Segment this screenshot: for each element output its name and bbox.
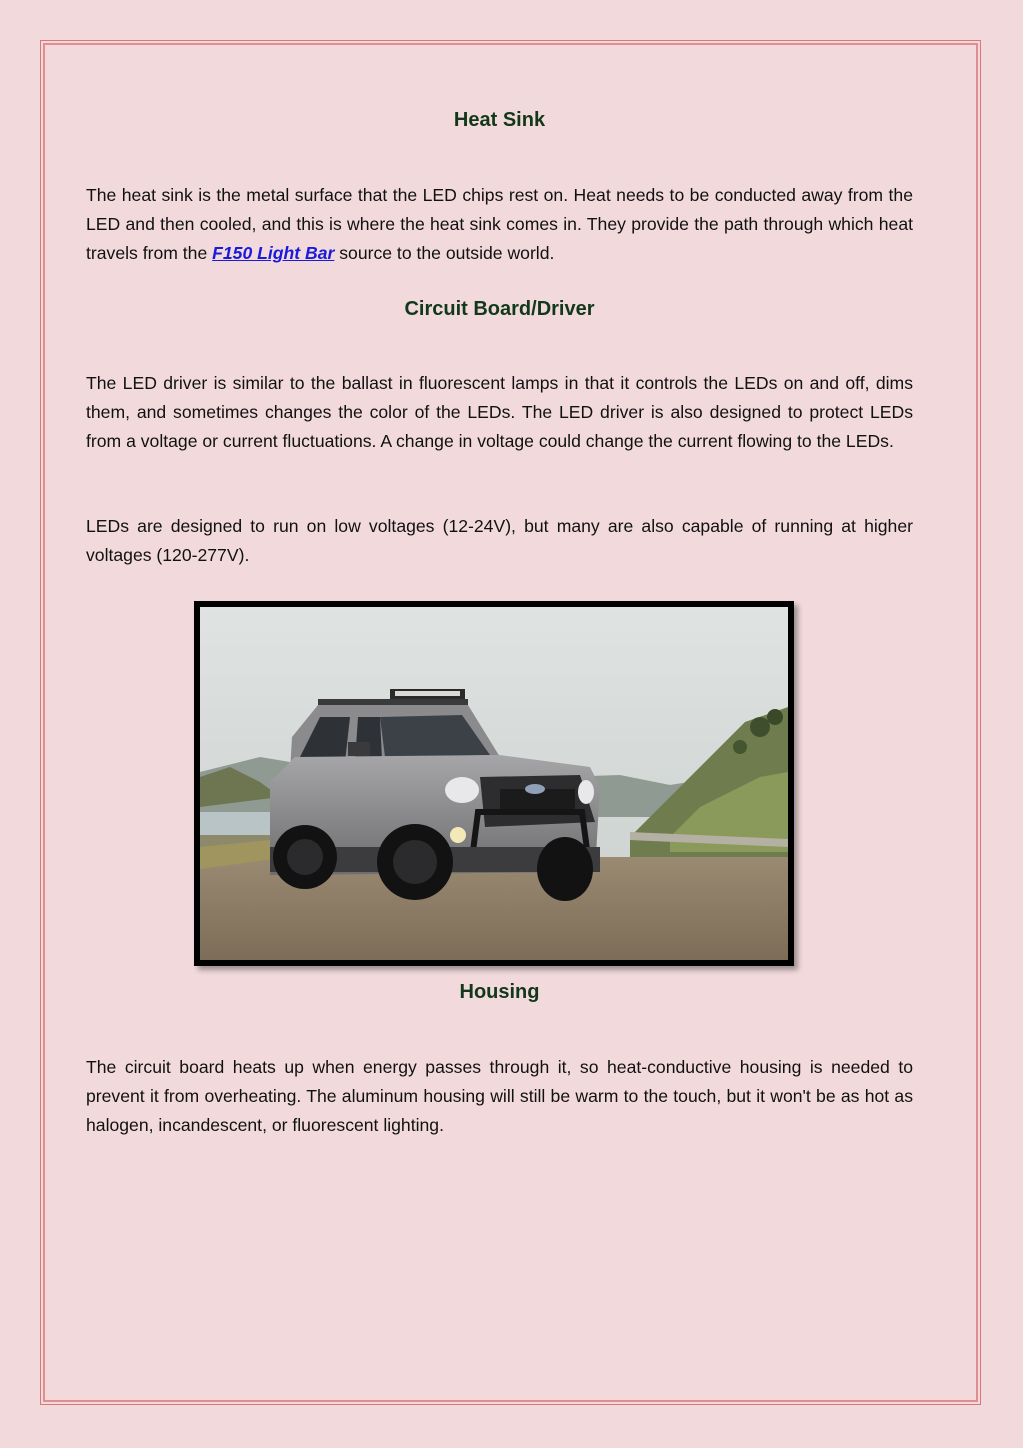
- housing-heading: Housing: [459, 981, 540, 1003]
- heat-sink-text-before: The heat sink is the metal surface that the LED chips rest on. Heat needs to be conducted away from the LED and then cooled, and this is where the heat sink comes in. They provide the path through which heat travels from the: [86, 185, 913, 263]
- circuit-board-paragraph-2: LEDs are designed to run on low voltages (12-24V), but many are also capable of running at higher voltages (120-277V).: [86, 516, 913, 565]
- suv-photo: [194, 601, 794, 966]
- heat-sink-heading: Heat Sink: [453, 109, 546, 131]
- circuit-board-paragraph-1: The LED driver is similar to the ballast in fluorescent lamps in that it controls the LEDs on and off, dims them, and sometimes changes the color of the LEDs. The LED driver is also designed to protect LEDs from a voltage or current fluctuations. A change in voltage could change the current flowing to the LEDs.: [86, 373, 913, 451]
- heat-sink-paragraph: [86, 181, 913, 268]
- suv-photo-illustration: [200, 607, 788, 960]
- f150-light-bar-link[interactable]: F150 Light Bar: [212, 243, 335, 263]
- heat-sink-text-after: source to the outside world.: [334, 243, 555, 263]
- housing-paragraph: The circuit board heats up when energy passes through it, so heat-conductive housing is needed to prevent it from overheating. The aluminum housing will still be warm to the touch, but it won't be as hot as halogen, incandescent, or fluorescent lighting.: [86, 1057, 913, 1135]
- circuit-board-heading: Circuit Board/Driver: [404, 298, 595, 320]
